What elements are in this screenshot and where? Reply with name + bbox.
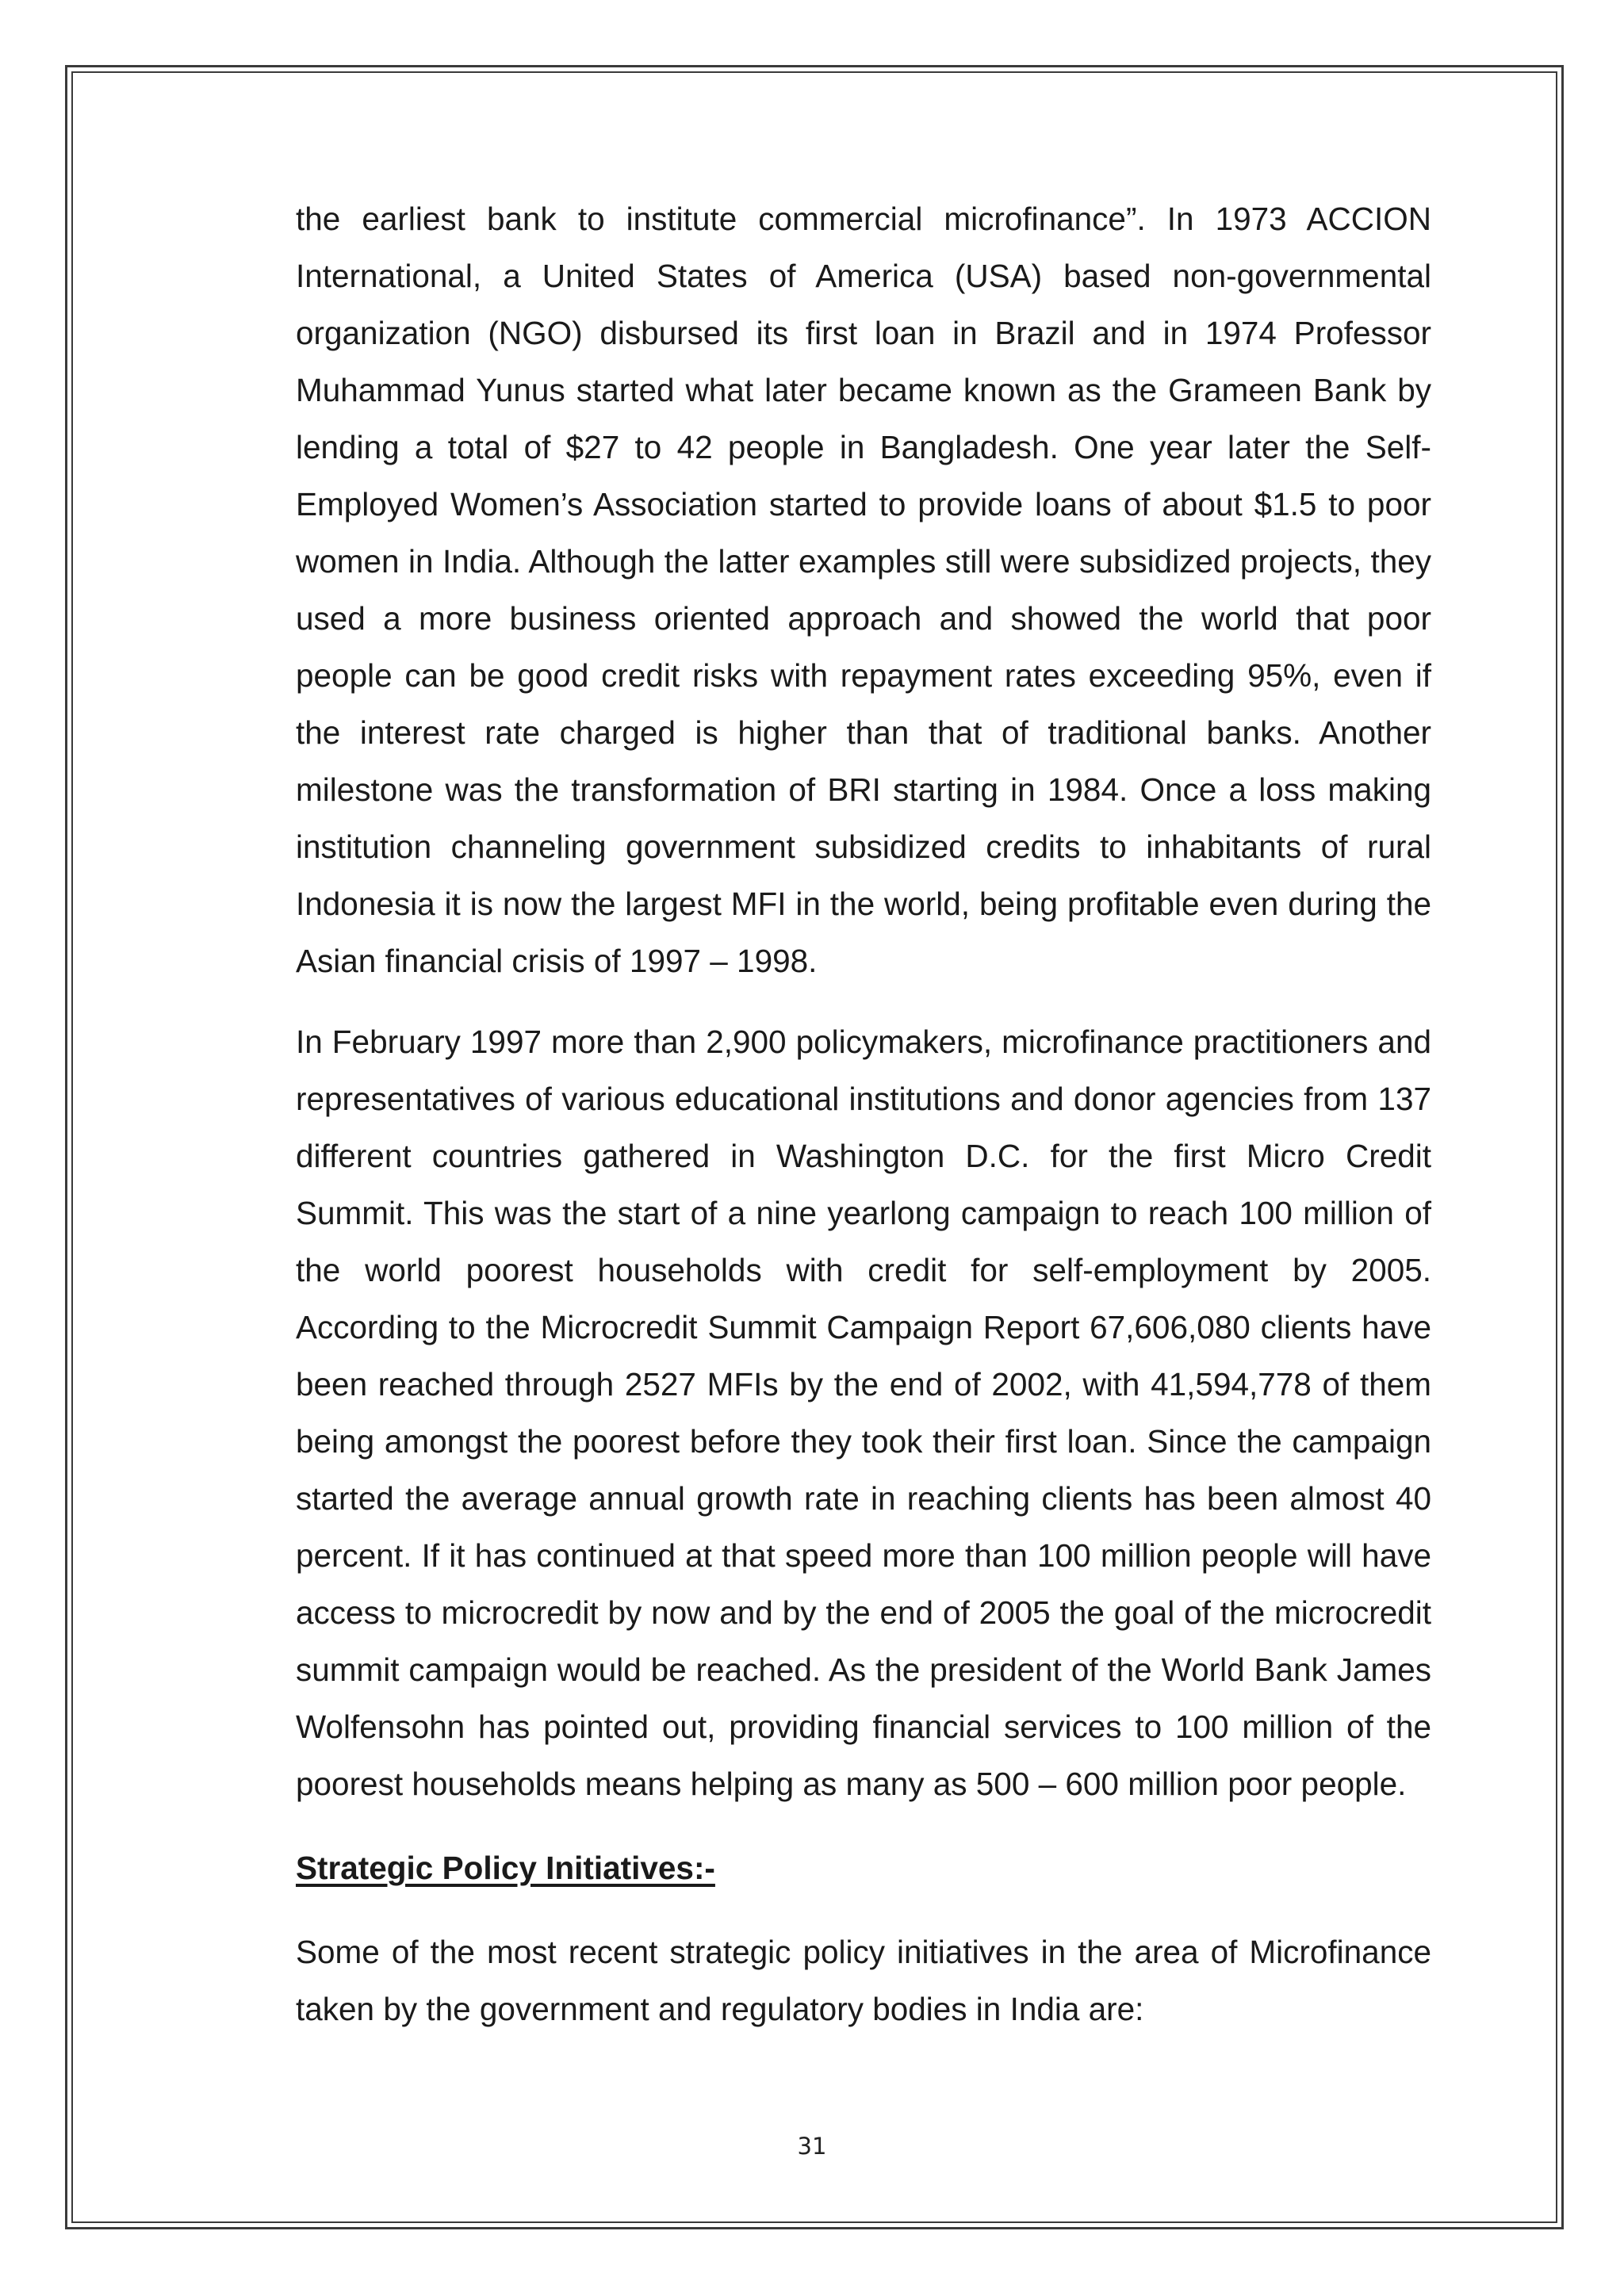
page-number: 31 — [797, 2133, 827, 2160]
body-paragraph-history: the earliest bank to institute commercial microfinance”. In 1973 ACCION International, a United States of America (USA) based non-governmental organization (NGO) disbursed its first loan in Brazil and in 1974 Professor Muhammad Yunus started what later became known as the Grameen Bank by lending a total of $27 to 42 people in Bangladesh. One year later the Self-Employed Women’s Association started to provide loans of about $1.5 to poor women in India. Although the latter examples still were subsidized projects, they used a more business oriented approach and showed the world that poor people can be good credit risks with repayment rates exceeding 95%, even if the interest rate charged is higher than that of traditional banks. Another milestone was the transformation of BRI starting in 1984. Once a loss making institution channeling government subsidized credits to inhabitants of rural Indonesia it is now the largest MFI in the world, being profitable even during the Asian financial crisis of 1997 – 1998. — [296, 201, 1431, 979]
page-content — [296, 190, 1431, 2038]
body-paragraph-summit: In February 1997 more than 2,900 policymakers, microfinance practitioners and representatives of various educational institutions and donor agencies from 137 different countries gathered in Washington D.C. for the first Micro Credit Summit. This was the start of a nine yearlong campaign to reach 100 million of the world poorest households with credit for self-employment by 2005. According to the Microcredit Summit Campaign Report 67,606,080 clients have been reached through 2527 MFIs by the end of 2002, with 41,594,778 of them being amongst the poorest before they took their first loan. Since the campaign started the average annual growth rate in reaching clients has been almost 40 percent. If it has continued at that speed more than 100 million people will have access to microcredit by now and by the end of 2005 the goal of the microcredit summit campaign would be reached. As the president of the World Bank James Wolfensohn has pointed out, providing financial services to 100 million of the poorest households means helping as many as 500 – 600 million poor people. — [296, 1024, 1431, 1802]
body-paragraph-initiatives: Some of the most recent strategic policy initiatives in the area of Microfinance taken by the government and regulatory bodies in India are: — [296, 1934, 1431, 2027]
section-heading: Strategic Policy Initiatives:- — [296, 1850, 715, 1886]
